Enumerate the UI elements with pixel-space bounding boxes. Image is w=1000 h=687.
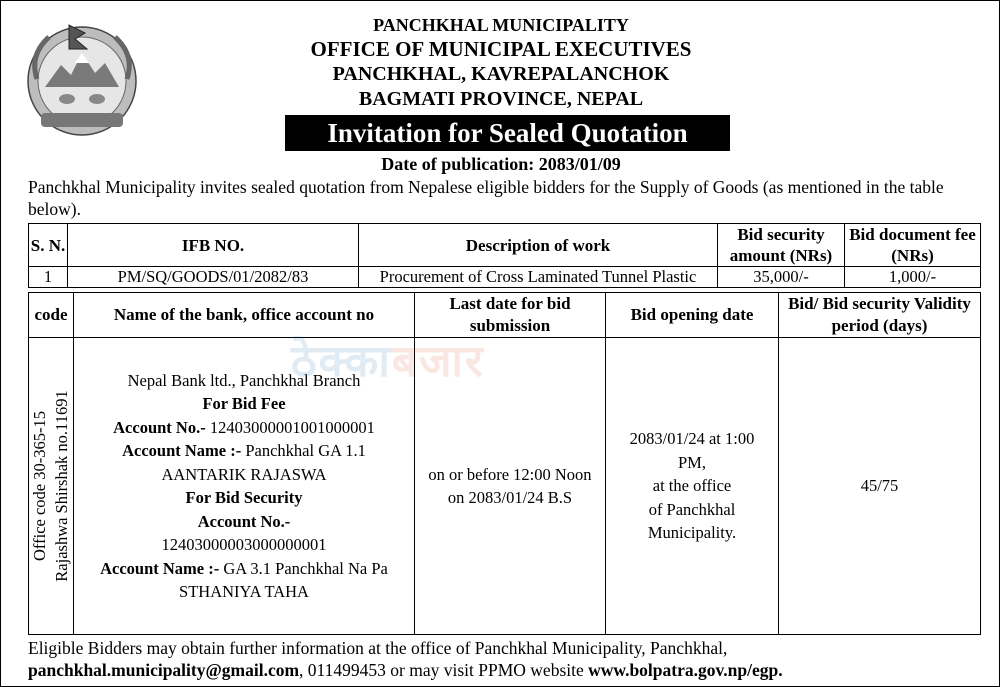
security-account-no-value: 12403000003000000001 (161, 535, 327, 554)
security-account-no-label: Account No.- (197, 511, 291, 531)
row-description: Procurement of Cross Laminated Tunnel Plastic (359, 267, 718, 288)
last-date-line-2: on 2083/01/24 B.S (447, 488, 573, 507)
account-no-label: Account No.- (113, 417, 206, 437)
bid-fee-title: For Bid Fee (202, 394, 286, 413)
account-name-value: Panchkhal GA 1.1 (241, 441, 366, 460)
procurement-table (28, 223, 981, 288)
procurement-table-header (29, 224, 981, 267)
header-bank: Name of the bank, office account no (74, 293, 415, 338)
table-row (29, 338, 981, 635)
header-opening-date: Bid opening date (606, 293, 779, 338)
bid-fee-account-name-cont: AANTARIK RAJASWA (161, 464, 327, 484)
footer-paragraph (28, 637, 986, 681)
row-bid-fee: 1,000/- (845, 267, 981, 288)
municipality-header (1, 13, 1000, 112)
watermark-part-2: बजार (391, 336, 485, 387)
footer-email: panchkhal.municipality@gmail.com (28, 660, 300, 680)
row-sn: 1 (29, 267, 68, 288)
bid-fee-account-name (74, 439, 414, 463)
title-banner (285, 115, 730, 151)
account-name-label: Account Name :- (122, 441, 242, 460)
header-code: code (29, 293, 74, 338)
header-line-3: PANCHKHAL, KAVREPALANCHOK (332, 63, 670, 85)
bid-details-table (28, 292, 981, 635)
opening-date-cell (606, 338, 779, 635)
security-account-name-cont: STHANIYA TAHA (179, 582, 309, 601)
header-description: Description of work (359, 224, 718, 267)
account-no-value: 12403000001001000001 (205, 417, 375, 437)
table-row (29, 267, 981, 288)
opening-line-4: of Panchkhal (648, 499, 736, 519)
intro-paragraph: Panchkhal Municipality invites sealed quotation from Nepalese eligible bidders for the Supply of Goods (as mentioned in the table below). (28, 177, 944, 219)
footer-text-2: , 011499453 or may visit PPMO website (299, 660, 589, 680)
security-account-name-label: Account Name :- (100, 558, 220, 578)
header-bid-fee: Bid document fee (NRs) (845, 224, 981, 267)
footer-website: www.bolpatra.gov.np/egp. (588, 660, 783, 680)
bid-security-title: For Bid Security (185, 488, 303, 507)
office-code-line-2: Rajashwa Shirshak no.11691 (52, 390, 71, 582)
header-line-4: BAGMATI PROVINCE, NEPAL (358, 88, 644, 110)
bank-name: Nepal Bank ltd., Panchkhal Branch (127, 370, 361, 390)
header-line-1: PANCHKHAL MUNICIPALITY (373, 15, 629, 35)
office-code-text (29, 338, 73, 634)
header-bid-security: Bid security amount (NRs) (718, 224, 845, 267)
title-banner-text: Invitation for Sealed Quotation (327, 118, 688, 148)
bank-details-cell (74, 338, 415, 635)
opening-line-1: 2083/01/24 at 1:00 (629, 429, 755, 449)
bid-fee-account-no (74, 416, 414, 440)
last-date-cell (415, 338, 606, 635)
validity-cell: 45/75 (779, 338, 981, 635)
security-account-name (74, 557, 414, 581)
header-sn: S. N. (29, 224, 68, 267)
office-code-line-1: Office code 30-365-15 (30, 411, 49, 561)
opening-line-2: PM, (678, 452, 706, 472)
publication-date: Date of publication: 2083/01/09 (381, 154, 621, 174)
bid-details-header (29, 293, 981, 338)
row-bid-security: 35,000/- (718, 267, 845, 288)
footer-text-1: Eligible Bidders may obtain further information at the office of Panchkhal Municipality, Panchkhal, (28, 638, 728, 658)
opening-line-5: Municipality. (647, 523, 737, 543)
header-last-date: Last date for bid submission (415, 293, 606, 338)
row-ifb: PM/SQ/GOODS/01/2082/83 (68, 267, 359, 288)
security-account-name-value: GA 3.1 Panchkhal Na Pa (219, 558, 388, 578)
header-validity: Bid/ Bid security Validity period (days) (779, 293, 981, 338)
header-ifb: IFB NO. (68, 224, 359, 267)
last-date-line-1: on or before 12:00 Noon (428, 464, 592, 484)
header-line-2: OFFICE OF MUNICIPAL EXECUTIVES (310, 37, 692, 61)
opening-line-3: at the office (652, 476, 732, 496)
watermark-part-1: ठेक्का (291, 336, 392, 387)
office-code-cell (29, 338, 74, 635)
